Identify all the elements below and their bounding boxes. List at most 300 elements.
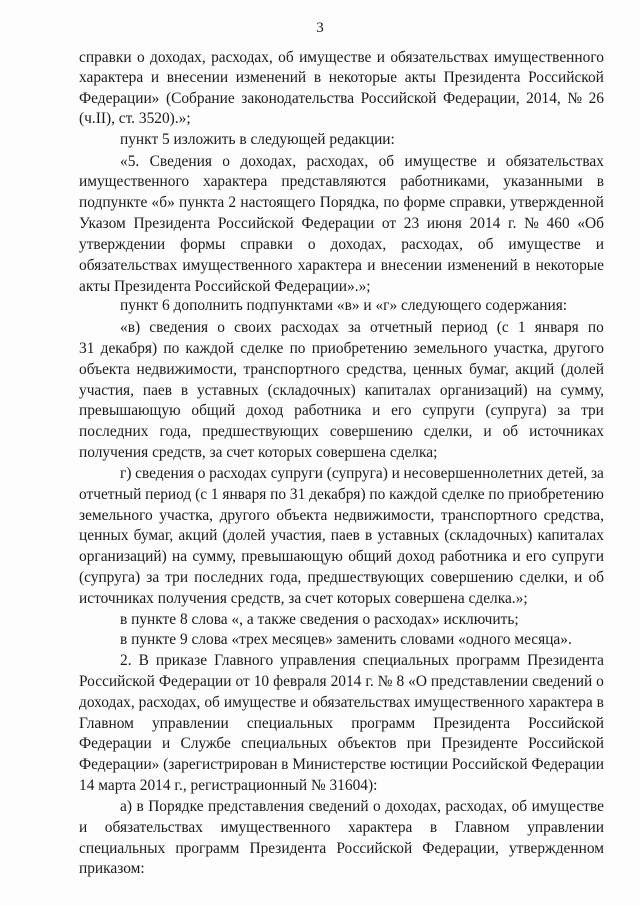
word: три bbox=[581, 402, 604, 420]
word: Сведения bbox=[149, 152, 212, 170]
word: о bbox=[596, 673, 604, 691]
text-line bbox=[120, 464, 604, 484]
word: утверждении bbox=[79, 235, 166, 253]
word: «О bbox=[408, 673, 427, 691]
word: бумаг, bbox=[469, 360, 509, 378]
word: в bbox=[281, 756, 289, 774]
text-line bbox=[79, 360, 604, 380]
word: специальных bbox=[241, 735, 328, 753]
word: (складочных) bbox=[267, 381, 356, 399]
word: (зарегистрирован bbox=[163, 756, 278, 774]
word: Российской bbox=[451, 756, 528, 774]
word: источниках bbox=[529, 423, 604, 441]
word: акций bbox=[515, 360, 555, 378]
text-line: пункт 5 изложить в следующей редакции: bbox=[120, 130, 395, 148]
word: по bbox=[587, 319, 604, 337]
word: три bbox=[165, 568, 189, 586]
word: организаций) bbox=[439, 381, 528, 399]
word: участка, bbox=[493, 339, 548, 357]
word: программ bbox=[456, 652, 521, 670]
word: внесении bbox=[380, 256, 443, 274]
word: в bbox=[136, 797, 144, 815]
word: другого bbox=[219, 506, 270, 524]
word: характера bbox=[203, 173, 268, 191]
text-line bbox=[120, 797, 604, 817]
word: уставных bbox=[196, 381, 259, 399]
text-line bbox=[79, 89, 604, 109]
word: 2 bbox=[228, 194, 237, 212]
word: Указом bbox=[79, 215, 126, 233]
word: характера bbox=[79, 69, 144, 87]
word: характера bbox=[348, 818, 413, 836]
word: доход bbox=[397, 548, 435, 566]
text-line bbox=[79, 818, 604, 838]
word: № bbox=[377, 673, 393, 691]
word: № bbox=[524, 215, 539, 233]
word: Президента bbox=[133, 215, 211, 233]
word: в bbox=[364, 527, 373, 545]
word: Федерации bbox=[79, 735, 152, 753]
word: совершению bbox=[329, 423, 413, 441]
word: представлении bbox=[430, 673, 529, 691]
word: сведений bbox=[532, 673, 593, 691]
word: имущественного bbox=[220, 818, 331, 836]
word: капиталах bbox=[364, 381, 432, 399]
word: и bbox=[367, 256, 376, 274]
word: от bbox=[235, 673, 250, 691]
word: своих bbox=[234, 319, 272, 337]
word: предшествующих bbox=[202, 423, 319, 441]
word: Российской bbox=[79, 673, 155, 691]
word: доходах, bbox=[330, 235, 387, 253]
word: ценных bbox=[79, 527, 129, 545]
word: и bbox=[372, 402, 381, 420]
word: 2014, bbox=[526, 90, 561, 108]
text-line bbox=[79, 256, 604, 276]
word: расходах bbox=[209, 464, 267, 482]
word: справки, bbox=[449, 194, 506, 212]
word: и bbox=[300, 693, 309, 711]
word: программ bbox=[351, 714, 416, 732]
word: в bbox=[180, 381, 189, 399]
word: обязательствах bbox=[312, 693, 411, 711]
word: несовершеннолетних bbox=[403, 464, 544, 482]
word: супруги bbox=[422, 402, 475, 420]
word: специальных bbox=[362, 652, 450, 670]
word: приказе bbox=[155, 652, 208, 670]
text-line bbox=[79, 172, 604, 192]
word: доходах, bbox=[385, 797, 441, 815]
word: (Собрание bbox=[165, 90, 235, 108]
word: года, bbox=[269, 568, 302, 586]
word: отчетный bbox=[370, 319, 433, 337]
word: Президента bbox=[433, 714, 511, 732]
word: в bbox=[523, 256, 531, 274]
word: г. bbox=[508, 215, 517, 233]
word: декабря) bbox=[309, 485, 366, 503]
word: В bbox=[138, 652, 149, 670]
word: Главном bbox=[79, 714, 134, 732]
word: (долей bbox=[560, 360, 604, 378]
word: 26 bbox=[588, 90, 604, 108]
word: Федерации, bbox=[443, 90, 520, 108]
word: 460 bbox=[546, 215, 570, 233]
word: расходах, bbox=[211, 48, 273, 66]
word: Российской bbox=[528, 714, 604, 732]
word: сделки, bbox=[423, 423, 473, 441]
word: приобретению bbox=[311, 339, 408, 357]
word: имущественного bbox=[182, 256, 293, 274]
word: настоящего bbox=[240, 194, 316, 212]
word: по bbox=[383, 194, 400, 212]
word: капиталах bbox=[537, 527, 604, 545]
word: организаций) bbox=[79, 548, 167, 566]
word: и bbox=[161, 735, 171, 753]
word: приобретению bbox=[508, 485, 604, 503]
page-number: 3 bbox=[316, 20, 324, 36]
word: имуществе bbox=[299, 48, 372, 66]
word: а) bbox=[120, 797, 132, 815]
word: уставных bbox=[377, 527, 440, 545]
word: о bbox=[197, 464, 206, 482]
word: за bbox=[590, 464, 604, 482]
word: специальных bbox=[79, 839, 166, 857]
word: и bbox=[483, 423, 492, 441]
word: «б» bbox=[151, 194, 175, 212]
word: января bbox=[534, 319, 579, 337]
word: 1 bbox=[517, 319, 526, 337]
word: работника bbox=[439, 548, 508, 566]
word: 10 bbox=[253, 673, 270, 691]
word: специальных bbox=[246, 714, 334, 732]
word: Федерации bbox=[158, 673, 232, 691]
word: внесении bbox=[166, 69, 229, 87]
word: изменений bbox=[447, 256, 518, 274]
word: Российской bbox=[336, 839, 413, 857]
word: об bbox=[204, 693, 220, 711]
word: о bbox=[222, 152, 230, 170]
word: Федерации» bbox=[79, 756, 160, 774]
word: Федерации» bbox=[79, 90, 160, 108]
text-line bbox=[79, 568, 604, 588]
word: 1 bbox=[210, 485, 219, 503]
word: представляются bbox=[281, 173, 387, 191]
text-line bbox=[79, 381, 604, 401]
word: и bbox=[391, 464, 400, 482]
word: управления bbox=[280, 652, 356, 670]
text-line bbox=[120, 152, 604, 172]
word: (с bbox=[195, 485, 208, 503]
word: земельного bbox=[413, 339, 488, 357]
word: 31 bbox=[79, 339, 95, 357]
word: 2. bbox=[120, 652, 132, 670]
word: последних bbox=[79, 423, 149, 441]
word: Российской bbox=[360, 90, 437, 108]
word: и bbox=[79, 818, 88, 836]
word: другого bbox=[553, 339, 604, 357]
word: отчетный bbox=[79, 485, 142, 503]
word: сумму, bbox=[192, 548, 237, 566]
word: 23 bbox=[403, 215, 420, 233]
word: декабря) bbox=[100, 339, 158, 357]
word: о bbox=[136, 48, 145, 66]
word: Президенте bbox=[441, 735, 518, 753]
word: «5. bbox=[120, 152, 140, 170]
word: программ bbox=[175, 839, 240, 857]
word: период bbox=[441, 319, 488, 337]
word: утвержденном bbox=[508, 839, 604, 857]
word: имущественного bbox=[414, 693, 525, 711]
word: супруги bbox=[270, 464, 323, 482]
word: некоторые bbox=[535, 256, 604, 274]
word: Порядка, bbox=[319, 194, 380, 212]
text-line bbox=[120, 318, 604, 338]
text-line bbox=[79, 68, 604, 88]
word: по bbox=[270, 485, 287, 503]
word: за bbox=[557, 402, 571, 420]
word: последних bbox=[194, 568, 264, 586]
word: период bbox=[145, 485, 192, 503]
word: расходах, bbox=[445, 797, 508, 815]
word: недвижимости, bbox=[333, 506, 435, 524]
word: участия, bbox=[270, 527, 326, 545]
word: его bbox=[525, 548, 547, 566]
word: об bbox=[477, 235, 494, 253]
text-line bbox=[79, 401, 604, 421]
word: о bbox=[217, 319, 225, 337]
word: превышающую bbox=[79, 402, 181, 420]
word: подпункте bbox=[79, 194, 148, 212]
word: февраля bbox=[273, 673, 327, 691]
word: участия, bbox=[79, 381, 134, 399]
word: при bbox=[406, 735, 431, 753]
text-line bbox=[79, 339, 604, 359]
word: паев bbox=[330, 527, 360, 545]
word: Российской bbox=[217, 215, 294, 233]
word: в bbox=[429, 818, 438, 836]
text-line bbox=[79, 214, 604, 234]
text-line bbox=[79, 235, 604, 255]
text-line bbox=[79, 422, 604, 442]
word: (складочных) bbox=[444, 527, 533, 545]
word: г. bbox=[365, 673, 374, 691]
text-line bbox=[79, 755, 604, 775]
word: от bbox=[381, 215, 397, 233]
word: и bbox=[595, 235, 604, 253]
word: «в) bbox=[120, 319, 141, 337]
word: Президента bbox=[443, 69, 521, 87]
word: года, bbox=[159, 423, 192, 441]
word: предшествующих bbox=[307, 568, 425, 586]
word: сведения bbox=[149, 319, 209, 337]
word: и bbox=[376, 48, 385, 66]
text-line bbox=[79, 506, 604, 526]
text-line: 14 марта 2014 г., регистрационный № 31604): bbox=[79, 777, 378, 795]
word: пункта bbox=[179, 194, 225, 212]
word: об bbox=[278, 48, 294, 66]
word: обязательствах bbox=[79, 256, 178, 274]
word: доход bbox=[246, 402, 284, 420]
word: Федерации bbox=[301, 215, 375, 233]
word: доходах, bbox=[150, 48, 206, 66]
word: паев bbox=[142, 381, 172, 399]
word: акты bbox=[404, 69, 436, 87]
word: обязательствах bbox=[390, 48, 489, 66]
word: на bbox=[536, 381, 552, 399]
word: имущественного bbox=[493, 48, 604, 66]
word: 31 bbox=[289, 485, 306, 503]
word: ценных bbox=[413, 360, 463, 378]
word: недвижимости, bbox=[136, 360, 237, 378]
word: о bbox=[373, 797, 381, 815]
word: 2014 bbox=[330, 673, 362, 691]
word: работниками, bbox=[400, 173, 490, 191]
word: транспортного bbox=[440, 506, 538, 524]
word: имуществе bbox=[404, 152, 477, 170]
word: превышающую bbox=[241, 548, 343, 566]
word: формы bbox=[180, 235, 226, 253]
word: 8 bbox=[396, 673, 405, 691]
text-line bbox=[79, 693, 604, 713]
word: и bbox=[574, 568, 583, 586]
word: транспортного bbox=[243, 360, 340, 378]
text-line bbox=[79, 547, 604, 567]
word: участка, bbox=[159, 506, 214, 524]
word: изменений bbox=[235, 69, 307, 87]
word: в bbox=[596, 693, 604, 711]
word: (супруга) bbox=[79, 568, 141, 586]
word: июня bbox=[426, 215, 462, 233]
word: расходах, bbox=[401, 235, 463, 253]
word: каждой bbox=[185, 339, 234, 357]
word: управлении bbox=[527, 818, 604, 836]
word: сведений bbox=[308, 797, 369, 815]
word: Порядке bbox=[148, 797, 204, 815]
word: 2014 bbox=[469, 215, 501, 233]
word: об bbox=[378, 152, 395, 170]
word: Федерации, bbox=[422, 839, 499, 857]
word: объекта bbox=[79, 360, 130, 378]
word: об bbox=[588, 568, 604, 586]
word: «Об bbox=[577, 215, 604, 233]
text-line: получения средств, за счет которых совершена сделка; bbox=[79, 444, 438, 462]
word: Главного bbox=[214, 652, 274, 670]
word: Федерации bbox=[531, 756, 604, 774]
word: № bbox=[567, 90, 583, 108]
text-line: пункт 6 дополнить подпунктами «в» и «г» следующего содержания: bbox=[120, 297, 568, 315]
word: объектов bbox=[337, 735, 397, 753]
text-line: в пункте 9 слова «трех месяцев» заменить словами «одного месяца». bbox=[120, 631, 572, 649]
word: имущественного bbox=[79, 173, 190, 191]
word: (супруга) bbox=[326, 464, 388, 482]
word: Президента bbox=[249, 839, 327, 857]
word: акций bbox=[178, 527, 218, 545]
word: о bbox=[307, 235, 316, 253]
word: расходах bbox=[280, 319, 339, 337]
text-line: приказом: bbox=[79, 860, 145, 878]
word: утвержденной bbox=[510, 194, 604, 212]
word: (супруга) bbox=[485, 402, 547, 420]
word: по bbox=[163, 339, 180, 357]
word: доходах, bbox=[79, 693, 135, 711]
text-line: акты Президента Российской Федерации».»; bbox=[79, 277, 371, 295]
word: управлении bbox=[151, 714, 229, 732]
word: расходах, bbox=[138, 693, 201, 711]
word: по bbox=[369, 485, 386, 503]
word: за bbox=[347, 319, 361, 337]
word: имуществе bbox=[531, 797, 604, 815]
word: доходах, bbox=[240, 152, 297, 170]
word: в bbox=[596, 173, 604, 191]
word: (долей bbox=[222, 527, 266, 545]
word: об bbox=[502, 423, 519, 441]
word: сделке bbox=[441, 485, 485, 503]
word: указанными bbox=[503, 173, 583, 191]
word: Службе bbox=[180, 735, 231, 753]
word: каждой bbox=[389, 485, 438, 503]
word: Главном bbox=[454, 818, 510, 836]
word: (с bbox=[496, 319, 509, 337]
word: его bbox=[391, 402, 412, 420]
word: сумму, bbox=[560, 381, 604, 399]
text-line bbox=[79, 734, 604, 754]
word: совершению bbox=[430, 568, 514, 586]
word: представления bbox=[208, 797, 305, 815]
text-line bbox=[79, 839, 604, 859]
word: и bbox=[512, 548, 521, 566]
text-line: в пункте 8 слова «, а также сведения о расходах» исключить; bbox=[120, 610, 519, 628]
word: работника bbox=[294, 402, 362, 420]
word: супруги bbox=[551, 548, 604, 566]
word: форме bbox=[403, 194, 446, 212]
word: общий bbox=[191, 402, 236, 420]
word: сделке bbox=[240, 339, 284, 357]
text-line bbox=[79, 485, 604, 505]
text-line: (ч.II), ст. 3520).»; bbox=[79, 110, 191, 128]
word: общий bbox=[348, 548, 393, 566]
word: Российской bbox=[528, 735, 604, 753]
word: имуществе bbox=[508, 235, 581, 253]
word: некоторые bbox=[328, 69, 398, 87]
word: сделки, bbox=[519, 568, 569, 586]
word: г) bbox=[120, 464, 132, 482]
word: за bbox=[146, 568, 160, 586]
word: имуществе bbox=[223, 693, 297, 711]
word: детей, bbox=[546, 464, 588, 482]
word: объекта bbox=[276, 506, 328, 524]
word: и bbox=[150, 69, 160, 87]
word: характера bbox=[297, 256, 362, 274]
word: января bbox=[222, 485, 267, 503]
word: юстиции bbox=[389, 756, 448, 774]
word: расходах, bbox=[306, 152, 369, 170]
word: законодательства bbox=[241, 90, 355, 108]
word: справки bbox=[240, 235, 293, 253]
word: в bbox=[313, 69, 322, 87]
word: об bbox=[511, 797, 528, 815]
word: обязательствах bbox=[505, 152, 604, 170]
word: сведения bbox=[135, 464, 195, 482]
word: Российской bbox=[528, 69, 604, 87]
text-line: источниках получения средств, за счет которых совершена сделка.»; bbox=[79, 589, 528, 607]
word: средства, bbox=[346, 360, 407, 378]
text-line bbox=[79, 48, 604, 68]
word: Президента bbox=[527, 652, 604, 670]
word: бумаг, bbox=[133, 527, 174, 545]
text-line bbox=[120, 651, 604, 671]
word: обязательствах bbox=[104, 818, 203, 836]
word: и bbox=[487, 152, 496, 170]
